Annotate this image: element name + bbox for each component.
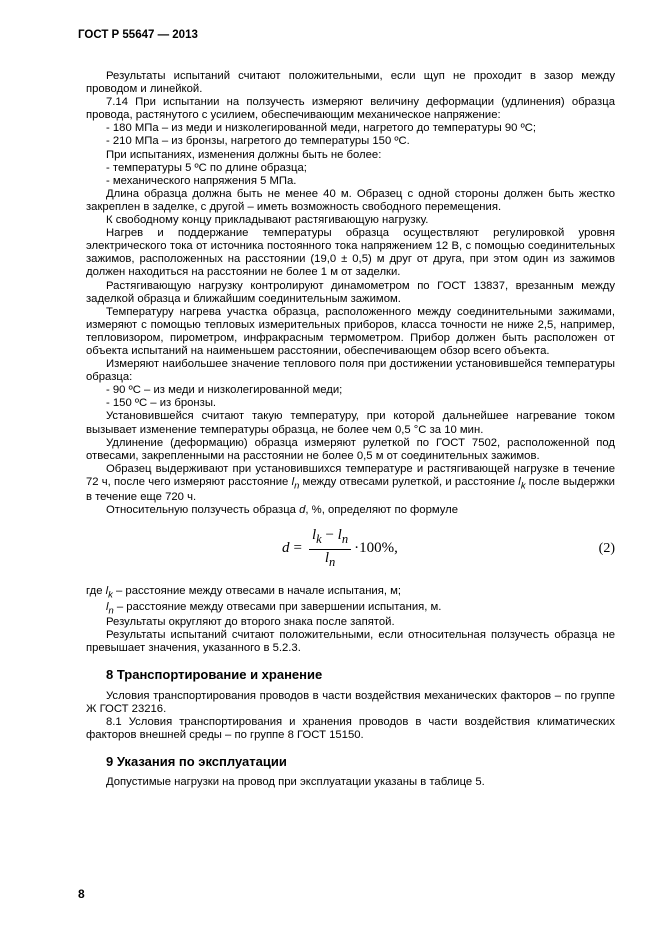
variable: l xyxy=(291,475,295,488)
paragraph: К свободному концу прикладывают растягивающую нагрузку. xyxy=(106,214,429,227)
subscript: n xyxy=(294,479,300,491)
list-item: - 210 МПа – из бронзы, нагретого до температуры 150 ºС. xyxy=(106,135,410,148)
paragraph: Измеряют наибольшее значение теплового поля при достижении установившейся температуры образца: xyxy=(86,358,615,384)
paragraph xyxy=(86,504,615,517)
text: после выдержки в течение еще 720 ч. xyxy=(86,475,615,504)
formula xyxy=(86,527,615,573)
subscript: n xyxy=(108,604,114,616)
list-item: - 180 МПа – из меди и низколегированной меди, нагретого до температуры 90 ºС; xyxy=(106,122,537,135)
paragraph: Результаты округляют до второго знака после запятой. xyxy=(106,616,395,629)
variable: l xyxy=(105,585,109,598)
sub: n xyxy=(341,532,349,547)
section-heading: 8 Транспортирование и хранение xyxy=(106,667,323,683)
numerator xyxy=(309,529,351,549)
paragraph: Растягивающую нагрузку контролируют динамометром по ГОСТ 13837, врезанным между заделкой образца и ближайшим соединительным зажимом. xyxy=(86,279,615,305)
sub: n xyxy=(328,554,336,569)
paragraph: 7.14 При испытании на ползучесть измеряют величину деформации (удлинения) образца провода, растянутого с усилием, обеспечивающим механическое напряжение: xyxy=(86,96,615,122)
paragraph: Результаты испытаний считают положительными, если относительная ползучесть образца не превышает значения, указанного в 5.2.3. xyxy=(86,629,615,655)
paragraph: 8.1 Условия транспортирования и хранения проводов в части воздействия климатических факторов внешней среды – по группе 8 ГОСТ 15150. xyxy=(86,715,615,741)
subscript: k xyxy=(108,588,113,600)
paragraph: Температуру нагрева участка образца, расположенного между соединительными зажимами, измеряют с помощью тепловых измерительных приборов, класса точности не ниже 2,5, например, тепловизором, пирометром, инфракрасным термометром. Прибор должен быть расположен от объекта испытаний на наименьшем расстоянии, обеспечивающем обзор всего объекта. xyxy=(86,305,615,357)
var: l xyxy=(337,527,342,544)
where-line xyxy=(86,601,615,616)
section-heading: 9 Указания по эксплуатации xyxy=(106,753,287,769)
text: – расстояние между отвесами в начале испытания, м; xyxy=(112,585,402,598)
var: l xyxy=(324,549,329,566)
paragraph: Нагрев и поддержание температуры образца осуществляют регулировкой уровня электрического тока от источника постоянного тока напряжением 12 В, с помощью соединительных зажимов, расположенных на расстоянии (19,0 ± 0,5) м друг от друга, при этом один из зажимов должен находиться на расстоянии не более 1 м от заделки. xyxy=(86,227,615,279)
list-item: - температуры 5 ºС по длине образца; xyxy=(106,161,307,174)
paragraph: Условия транспортирования проводов в части воздействия механических факторов – по группе Ж ГОСТ 23216. xyxy=(86,689,615,715)
paragraph: Длина образца должна быть не менее 40 м. Образец с одной стороны должен быть жестко закреплен в заделке, с другой – иметь возможность свободного перемещения. xyxy=(86,187,615,213)
paragraph: Удлинение (деформацию) образца измеряют рулеткой по ГОСТ 7502, расположенной под отвесами, закрепленными на расстоянии не более 0,5 м от соединительных зажимов. xyxy=(86,436,615,462)
document-body xyxy=(86,70,615,789)
subscript: k xyxy=(520,479,526,491)
paragraph: Допустимые нагрузки на провод при эксплуатации указаны в таблице 5. xyxy=(106,775,485,788)
text: – расстояние между отвесами при завершении испытания, м. xyxy=(113,600,442,613)
denominator xyxy=(325,550,335,569)
list-item: - 150 ºС – из бронзы. xyxy=(106,397,217,410)
text: Относительную ползучесть образца xyxy=(106,504,300,517)
list-item: - механического напряжения 5 МПа. xyxy=(106,174,297,187)
paragraph: При испытаниях, изменения должны быть не более: xyxy=(106,148,382,161)
text: Образец выдерживают при установившихся температуре и растягивающей нагрузке в течение 72 ч, после чего измеряют расстояние xyxy=(86,462,615,488)
page-number: 8 xyxy=(78,887,85,901)
variable: l xyxy=(106,600,109,613)
text: между отвесами рулеткой, и расстояние xyxy=(299,475,519,488)
text: , %, определяют по формуле xyxy=(305,504,459,517)
var: l xyxy=(311,527,317,544)
variable: l xyxy=(518,475,521,488)
fraction xyxy=(309,529,351,568)
paragraph xyxy=(86,463,615,505)
paragraph: Установившейся считают такую температуру, при которой дальнейшее нагревание током вызывает изменение температуры образца, не более чем 0,5 °С за 10 мин. xyxy=(86,410,615,436)
list-item: - 90 ºС – из меди и низколегированной меди; xyxy=(106,384,343,397)
equation-number: (2) xyxy=(598,541,615,557)
formula-equals: = xyxy=(293,540,302,557)
equation xyxy=(282,529,398,568)
sub: k xyxy=(316,532,322,547)
formula-multiplier: ·100%, xyxy=(354,540,398,557)
paragraph: Результаты испытаний считают положительными, если щуп не проходит в зазор между проводом и линейкой. xyxy=(86,70,615,96)
text: где xyxy=(86,585,106,598)
minus: − xyxy=(321,527,338,544)
where-line xyxy=(86,585,615,600)
variable: d xyxy=(299,504,306,517)
formula-lhs: d xyxy=(282,540,290,557)
document-header: ГОСТ Р 55647 — 2013 xyxy=(78,29,198,41)
